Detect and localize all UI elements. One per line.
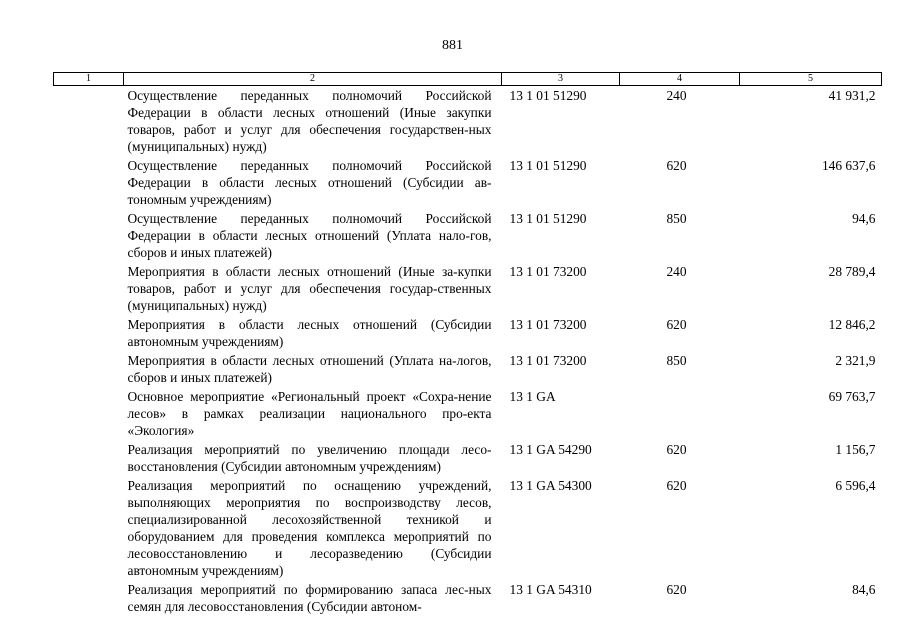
row-description: Осуществление переданных полномочий Российской Федерации в области лесных отношений (Иные закупки товаров, работ и услуг для обеспечения государствен-ных (муниципальных) нужд) bbox=[127, 88, 492, 154]
row-number-cell bbox=[54, 316, 124, 352]
row-amount: 1 156,7 bbox=[835, 442, 876, 457]
row-description: Реализация мероприятий по формированию запаса лес-ных семян для лесовосстановления (Субсидии автоном- bbox=[127, 582, 492, 614]
row-description: Реализация мероприятий по оснащению учреждений, выполняющих мероприятия по воспроизводству лесов, специализированной лесохозяйственной техникой и оборудованием для проведения комплекса мероприятий по лесовосстановлению и лесоразведению (Субсидии автономным учреждениям) bbox=[127, 478, 492, 578]
row-description: Мероприятия в области лесных отношений (Уплата на-логов, сборов и иных платежей) bbox=[127, 353, 492, 385]
row-code: 13 1 01 51290 bbox=[509, 158, 587, 173]
row-number-cell bbox=[54, 388, 124, 441]
row-description: Осуществление переданных полномочий Российской Федерации в области лесных отношений (Субсидии ав-тономным учреждениям) bbox=[127, 158, 492, 207]
table-row bbox=[54, 352, 882, 388]
row-amount: 6 596,4 bbox=[835, 478, 876, 493]
table-header bbox=[54, 73, 882, 86]
row-amount: 12 846,2 bbox=[828, 317, 876, 332]
row-description: Мероприятия в области лесных отношений (Иные за-купки товаров, работ и услуг для обеспечения государ-ственных (муниципальных) нужд) bbox=[127, 264, 492, 313]
row-description: Осуществление переданных полномочий Российской Федерации в области лесных отношений (Уплата нало-гов, сборов и иных платежей) bbox=[127, 211, 492, 260]
row-code: 13 1 01 51290 bbox=[509, 88, 587, 103]
row-code: 13 1 01 73200 bbox=[509, 353, 587, 368]
table-row bbox=[54, 86, 882, 158]
table-body bbox=[54, 86, 882, 618]
table-row bbox=[54, 157, 882, 210]
row-code: 13 1 GA 54290 bbox=[509, 442, 592, 457]
row-number-cell bbox=[54, 352, 124, 388]
row-amount: 28 789,4 bbox=[828, 264, 876, 279]
row-expense-type: 240 bbox=[666, 88, 687, 103]
table-row bbox=[54, 477, 882, 581]
row-number-cell bbox=[54, 210, 124, 263]
row-description: Реализация мероприятий по увеличению площади лесо-восстановления (Субсидии автономным учреждениям) bbox=[127, 442, 492, 474]
table-row bbox=[54, 441, 882, 477]
row-number-cell bbox=[54, 441, 124, 477]
table-row bbox=[54, 388, 882, 441]
row-number-cell bbox=[54, 477, 124, 581]
row-number-cell bbox=[54, 581, 124, 617]
budget-table bbox=[53, 72, 882, 617]
row-expense-type: 620 bbox=[666, 442, 687, 457]
row-number-cell bbox=[54, 263, 124, 316]
row-amount: 94,6 bbox=[852, 211, 876, 226]
page-number: 881 bbox=[442, 38, 463, 53]
row-expense-type: 620 bbox=[666, 582, 687, 597]
column-header-2: 2 bbox=[124, 73, 502, 86]
table-row bbox=[54, 316, 882, 352]
column-header-1: 1 bbox=[54, 73, 124, 86]
row-amount: 41 931,2 bbox=[828, 88, 876, 103]
table-header-row bbox=[54, 73, 882, 86]
row-expense-type: 620 bbox=[666, 317, 687, 332]
row-code: 13 1 01 73200 bbox=[509, 264, 587, 279]
row-expense-type: 620 bbox=[666, 158, 687, 173]
row-code: 13 1 GA 54310 bbox=[509, 582, 592, 597]
table-row bbox=[54, 581, 882, 617]
row-expense-type: 240 bbox=[666, 264, 687, 279]
row-amount: 2 321,9 bbox=[835, 353, 876, 368]
row-code: 13 1 GA 54300 bbox=[509, 478, 592, 493]
row-code: 13 1 GA bbox=[509, 389, 556, 404]
column-header-4: 4 bbox=[620, 73, 740, 86]
column-header-5: 5 bbox=[740, 73, 882, 86]
column-header-3: 3 bbox=[502, 73, 620, 86]
row-number-cell bbox=[54, 157, 124, 210]
row-amount: 84,6 bbox=[852, 582, 876, 597]
row-code: 13 1 01 73200 bbox=[509, 317, 587, 332]
row-code: 13 1 01 51290 bbox=[509, 211, 587, 226]
row-expense-type bbox=[620, 388, 740, 441]
row-expense-type: 620 bbox=[666, 478, 687, 493]
table-row bbox=[54, 210, 882, 263]
row-expense-type: 850 bbox=[666, 353, 687, 368]
row-description: Мероприятия в области лесных отношений (Субсидии автономным учреждениям) bbox=[127, 317, 492, 349]
row-description: Основное мероприятие «Региональный проект «Сохра-нение лесов» в рамках реализации национального про-екта «Экология» bbox=[127, 389, 492, 438]
row-amount: 146 637,6 bbox=[821, 158, 876, 173]
table-row bbox=[54, 263, 882, 316]
row-amount: 69 763,7 bbox=[828, 389, 876, 404]
row-expense-type: 850 bbox=[666, 211, 687, 226]
row-number-cell bbox=[54, 86, 124, 158]
